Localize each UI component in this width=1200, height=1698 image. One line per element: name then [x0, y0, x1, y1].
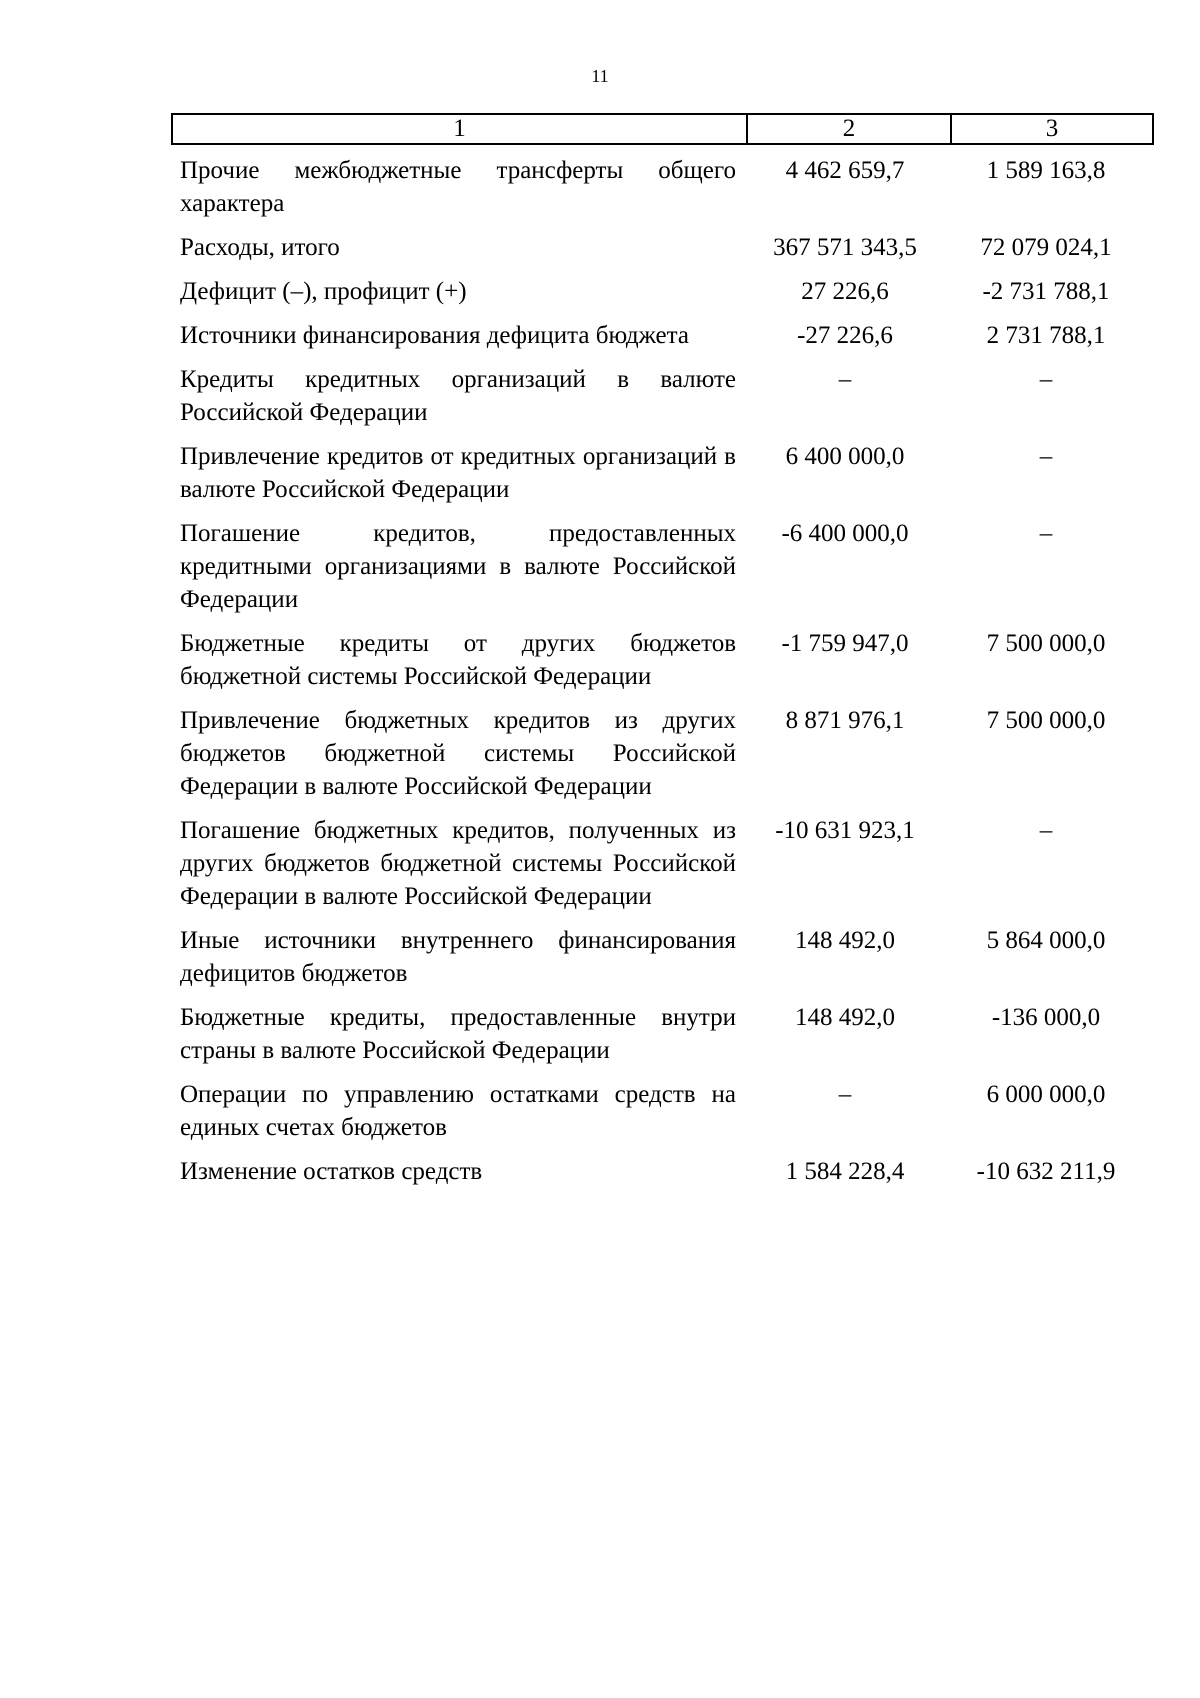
table-row [180, 814, 1146, 913]
row-value-col3: -136 000,0 [991, 1004, 1101, 1031]
row-label: Бюджетные кредиты, предоставленные внутри страны в валюте Российской Федерации [180, 1004, 736, 1064]
table-row [180, 275, 1146, 308]
page-number: 11 [591, 66, 609, 86]
row-label: Бюджетные кредиты от других бюджетов бюджетной системы Российской Федерации [180, 630, 736, 690]
row-label: Погашение кредитов, предоставленных кредитными организациями в валюте Российской Федерации [180, 520, 736, 613]
row-value-col2: 4 462 659,7 [785, 157, 905, 184]
table-row [180, 1078, 1146, 1144]
row-value-col2: -10 631 923,1 [775, 817, 915, 844]
row-value-col2: 27 226,6 [801, 278, 889, 305]
row-label: Источники финансирования дефицита бюджета [180, 322, 689, 349]
row-value-col3: 1 589 163,8 [986, 157, 1106, 184]
row-label: Прочие межбюджетные трансферты общего характера [180, 157, 736, 217]
row-label: Дефицит (–), профицит (+) [180, 278, 467, 305]
row-label: Операции по управлению остатками средств на единых счетах бюджетов [180, 1081, 736, 1141]
row-value-col3: – [1039, 817, 1053, 844]
row-value-col2: 148 492,0 [795, 927, 895, 954]
column-header-3: 3 [951, 114, 1153, 144]
row-value-col3: 7 500 000,0 [986, 630, 1106, 657]
row-value-col2: 6 400 000,0 [785, 443, 905, 470]
table-row [180, 627, 1146, 693]
row-value-col3: 2 731 788,1 [986, 322, 1106, 349]
row-value-col3: -10 632 211,9 [976, 1158, 1116, 1185]
row-value-col2: 8 871 976,1 [785, 707, 905, 734]
row-value-col3: – [1039, 443, 1053, 470]
row-value-col2: -1 759 947,0 [781, 630, 909, 657]
row-value-col3: 5 864 000,0 [986, 927, 1106, 954]
row-label: Расходы, итого [180, 234, 340, 261]
table-row [180, 1001, 1146, 1067]
table-row [180, 517, 1146, 616]
table-row [180, 1155, 1146, 1188]
row-value-col3: 6 000 000,0 [986, 1081, 1106, 1108]
row-value-col2: -27 226,6 [797, 322, 893, 349]
row-label: Изменение остатков средств [180, 1158, 483, 1185]
column-header-2: 2 [747, 114, 951, 144]
row-value-col2: 367 571 343,5 [773, 234, 917, 261]
row-value-col3: -2 731 788,1 [982, 278, 1110, 305]
row-label: Привлечение кредитов от кредитных организаций в валюте Российской Федерации [180, 443, 736, 503]
row-value-col2: – [838, 1081, 852, 1108]
row-value-col2: 1 584 228,4 [785, 1158, 905, 1185]
table-row [180, 440, 1146, 506]
column-header-table [171, 113, 1154, 145]
row-value-col2: -6 400 000,0 [781, 520, 909, 547]
table-row [180, 154, 1146, 220]
column-header-row [172, 114, 1153, 144]
row-value-col3: – [1039, 520, 1053, 547]
table-row [180, 319, 1146, 352]
table-row [180, 231, 1146, 264]
table-row [180, 704, 1146, 803]
row-value-col2: 148 492,0 [795, 1004, 895, 1031]
table-row [180, 363, 1146, 429]
row-value-col3: – [1039, 366, 1053, 393]
row-label: Погашение бюджетных кредитов, полученных из других бюджетов бюджетной системы Российской Федерации в валюте Российской Федерации [180, 817, 736, 910]
column-header-1: 1 [172, 114, 747, 144]
row-value-col3: 7 500 000,0 [986, 707, 1106, 734]
row-label: Привлечение бюджетных кредитов из других бюджетов бюджетной системы Российской Федерации в валюте Российской Федерации [180, 707, 736, 800]
table-row [180, 924, 1146, 990]
budget-table-body [180, 154, 1146, 1199]
row-label: Иные источники внутреннего финансирования дефицитов бюджетов [180, 927, 736, 987]
row-value-col2: – [838, 366, 852, 393]
row-value-col3: 72 079 024,1 [980, 234, 1112, 261]
row-label: Кредиты кредитных организаций в валюте Российской Федерации [180, 366, 736, 426]
